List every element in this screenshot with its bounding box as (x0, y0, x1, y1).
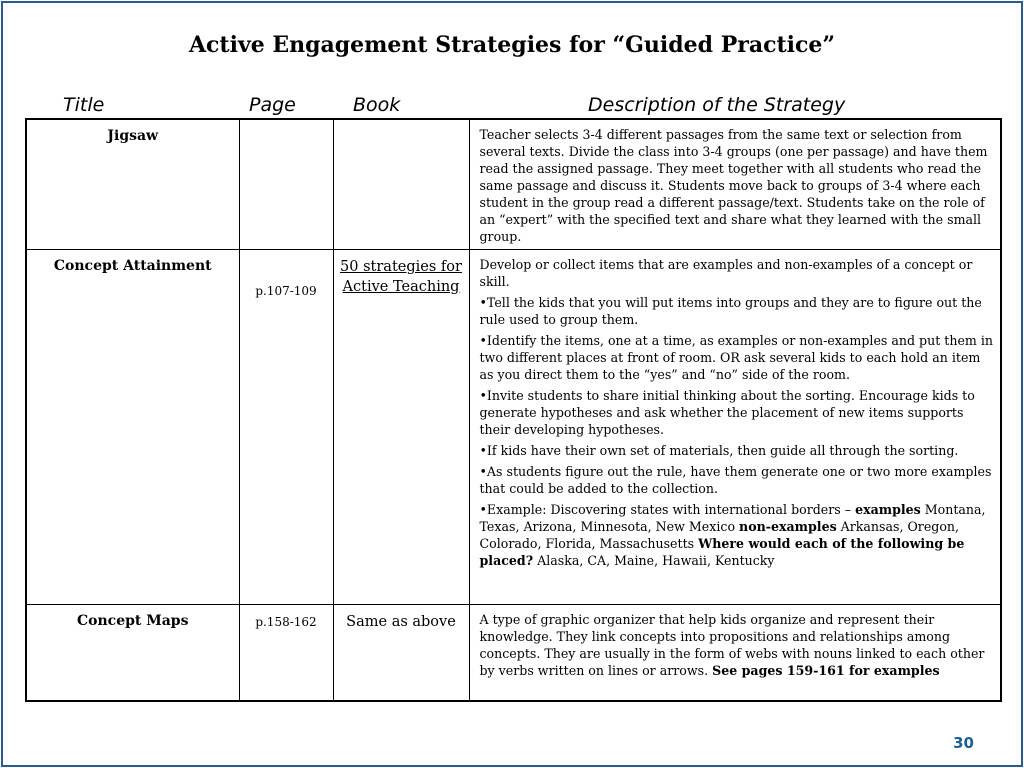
description-example (480, 501, 995, 569)
description-item: Develop or collect items that are examples and non-examples of a concept or skill. (479, 257, 973, 289)
strategy-page: p.158-162 (239, 605, 333, 701)
strategy-description (469, 250, 1001, 605)
strategy-description (469, 605, 1001, 701)
description-item: •Identify the items, one at a time, as examples or non-examples and put them in two different places at front of room. OR ask several kids to each hold an item as you direct them to the “yes” and “no” side of the room. (479, 333, 993, 382)
example-intro: •Example: Discovering states with international borders – (479, 502, 856, 517)
table-row (26, 605, 1001, 701)
description-bold: See pages 159-161 for examples (712, 663, 940, 678)
strategy-book: Same as above (333, 605, 469, 701)
table-row (26, 250, 1001, 605)
strategy-page: p.107-109 (239, 250, 333, 605)
table-row (26, 119, 1001, 250)
strategy-book (333, 250, 469, 605)
strategy-page (239, 119, 333, 250)
examples-list: Montana, Texas, Arizona, Minnesota, New Mexico (479, 502, 986, 534)
description-body: A type of graphic organizer that help kids organize and represent their knowledge. They link concepts into propositions and relationships among concepts. They are usually in the form of webs with nouns linked to each other by verbs written on lines or arrows. (479, 612, 985, 678)
slide-number: 30 (953, 734, 974, 752)
book-title-link[interactable]: 50 strategies for Active Teaching (340, 259, 462, 295)
column-header-page: Page (249, 94, 296, 116)
description-item: •If kids have their own set of materials, then guide all through the sorting. (479, 443, 959, 458)
examples-label: examples (855, 502, 921, 517)
description-item: •As students figure out the rule, have them generate one or two more examples that could be added to the collection. (479, 464, 992, 496)
example-question: Where would each of the following be placed? (479, 536, 965, 568)
strategy-title: Concept Maps (26, 605, 239, 701)
column-header-title: Title (63, 94, 105, 116)
description-text: Teacher selects 3-4 different passages from the same text or selection from several texts. Divide the class into 3-4 groups (one per passage) and have them read the assigned passage. They meet together with all students who read the same passage and discuss it. Students move back to groups of 3-4 where each student in the group read a different passage/text. Students take on the role of an “expert” with the specified text and share what they learned with the small group. (479, 127, 988, 244)
column-header-description: Description of the Strategy (588, 94, 846, 116)
description-item: •Tell the kids that you will put items into groups and they are to figure out the rule used to group them. (479, 295, 982, 327)
non-examples-list: Arkansas, Oregon, Colorado, Florida, Massachusetts (479, 519, 960, 551)
page-title: Active Engagement Strategies for “Guided Practice” (188, 32, 836, 58)
description-item: •Invite students to share initial thinking about the sorting. Encourage kids to generate hypotheses and ask whether the placement of new items supports their developing hypotheses. (479, 388, 975, 437)
description-text (480, 611, 995, 679)
strategy-title: Jigsaw (26, 119, 239, 250)
strategy-description (469, 119, 1001, 250)
column-header-book: Book (353, 94, 401, 116)
strategy-book (333, 119, 469, 250)
strategy-title: Concept Attainment (26, 250, 239, 605)
non-examples-label: non-examples (739, 519, 837, 534)
strategies-table (25, 118, 1002, 702)
question-list: Alaska, CA, Maine, Hawaii, Kentucky (533, 553, 775, 568)
